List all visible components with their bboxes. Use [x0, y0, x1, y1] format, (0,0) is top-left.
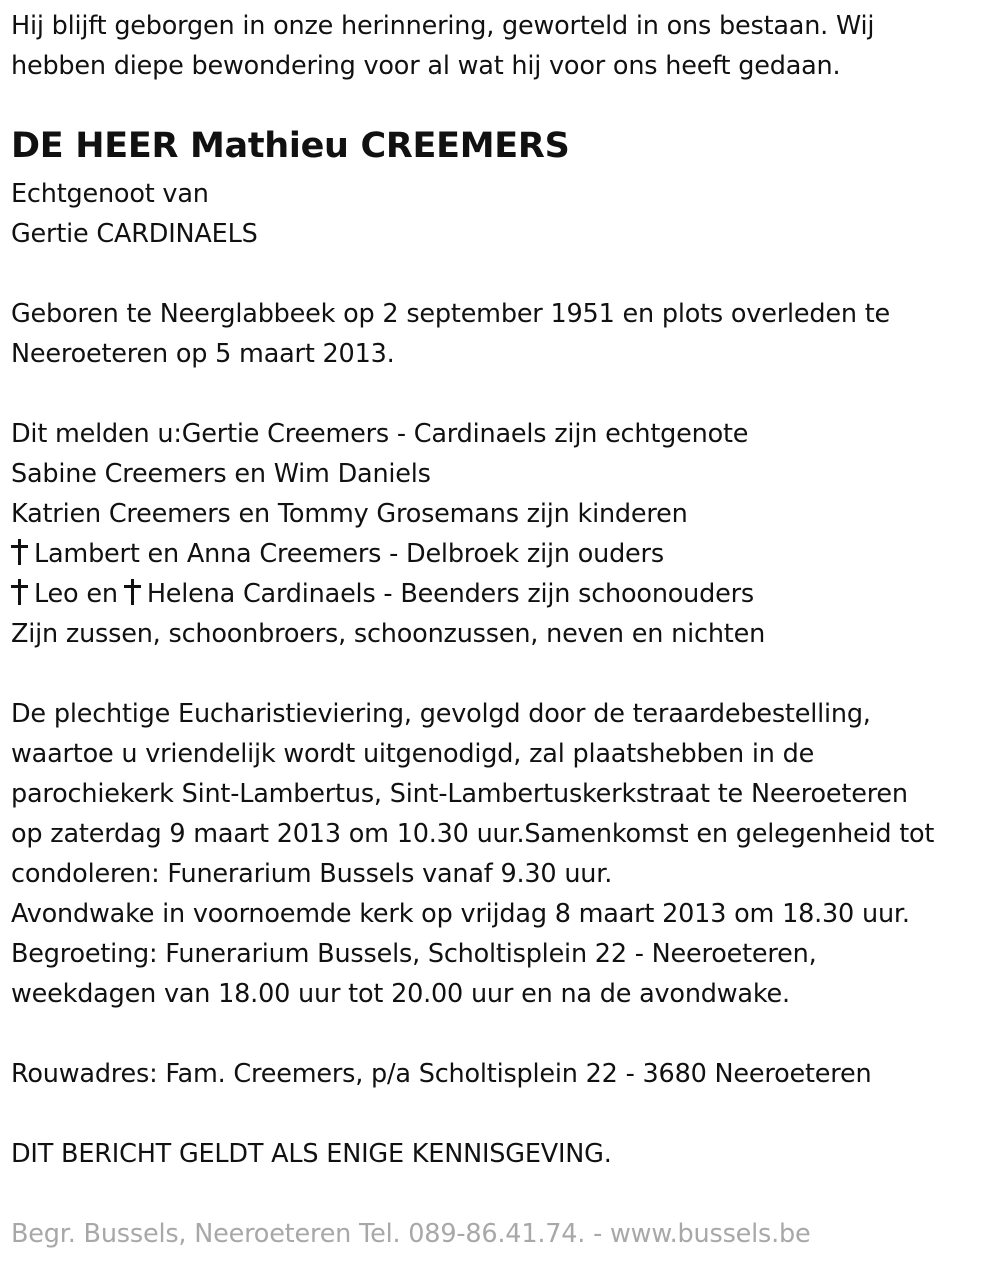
spouse-block: [11, 174, 258, 254]
service-line: waartoe u vriendelijk wordt uitgenodigd, zal plaatshebben in de: [11, 739, 815, 769]
service-line: weekdagen van 18.00 uur tot 20.00 uur en na de avondwake.: [11, 979, 790, 1009]
cross-icon: [124, 579, 141, 605]
family-line: Dit melden u:Gertie Creemers - Cardinaels zijn echtgenote: [11, 419, 749, 449]
family-line: Zijn zussen, schoonbroers, schoonzussen, neven en nichten: [11, 619, 766, 649]
funeral-home-footer: Begr. Bussels, Neeroeteren Tel. 089-86.41.74. - www.bussels.be: [11, 1219, 811, 1249]
spouse-label: Echtgenoot van: [11, 179, 209, 209]
intro-line: hebben diepe bewondering voor al wat hij voor ons heeft gedaan.: [11, 51, 841, 81]
family-line: Sabine Creemers en Wim Daniels: [11, 459, 431, 489]
family-line-parents: [11, 534, 765, 574]
service-line: De plechtige Eucharistieviering, gevolgd door de teraardebestelling,: [11, 699, 871, 729]
spouse-name: Gertie CARDINAELS: [11, 219, 258, 249]
cross-icon: [11, 579, 28, 605]
service-line: Avondwake in voornoemde kerk op vrijdag 8 maart 2013 om 18.30 uur.: [11, 899, 910, 929]
parents-in-law-text-a: Leo en: [34, 579, 118, 609]
intro-quote: [11, 6, 874, 86]
birth-death-block: [11, 294, 890, 374]
service-line: parochiekerk Sint-Lambertus, Sint-Lambertuskerkstraat te Neeroeteren: [11, 779, 908, 809]
family-line: Katrien Creemers en Tommy Grosemans zijn kinderen: [11, 499, 688, 529]
notice-text: DIT BERICHT GELDT ALS ENIGE KENNISGEVING.: [11, 1139, 612, 1169]
service-line: condoleren: Funerarium Bussels vanaf 9.30 uur.: [11, 859, 613, 889]
parents-text: Lambert en Anna Creemers - Delbroek zijn ouders: [34, 539, 664, 569]
intro-line: Hij blijft geborgen in onze herinnering, geworteld in ons bestaan. Wij: [11, 11, 875, 41]
deceased-name: DE HEER Mathieu CREEMERS: [11, 126, 570, 166]
service-line: op zaterdag 9 maart 2013 om 10.30 uur.Samenkomst en gelegenheid tot: [11, 819, 935, 849]
family-block: [11, 414, 765, 654]
mourning-address: Rouwadres: Fam. Creemers, p/a Scholtisplein 22 - 3680 Neeroeteren: [11, 1059, 872, 1089]
birth-death-line: Neeroeteren op 5 maart 2013.: [11, 339, 395, 369]
birth-death-line: Geboren te Neerglabbeek op 2 september 1951 en plots overleden te: [11, 299, 890, 329]
cross-icon: [11, 539, 28, 565]
parents-in-law-text-b: Helena Cardinaels - Beenders zijn schoonouders: [146, 579, 754, 609]
family-line-parents-in-law: [11, 574, 765, 614]
service-block: [11, 694, 934, 1014]
service-line: Begroeting: Funerarium Bussels, Scholtisplein 22 - Neeroeteren,: [11, 939, 817, 969]
